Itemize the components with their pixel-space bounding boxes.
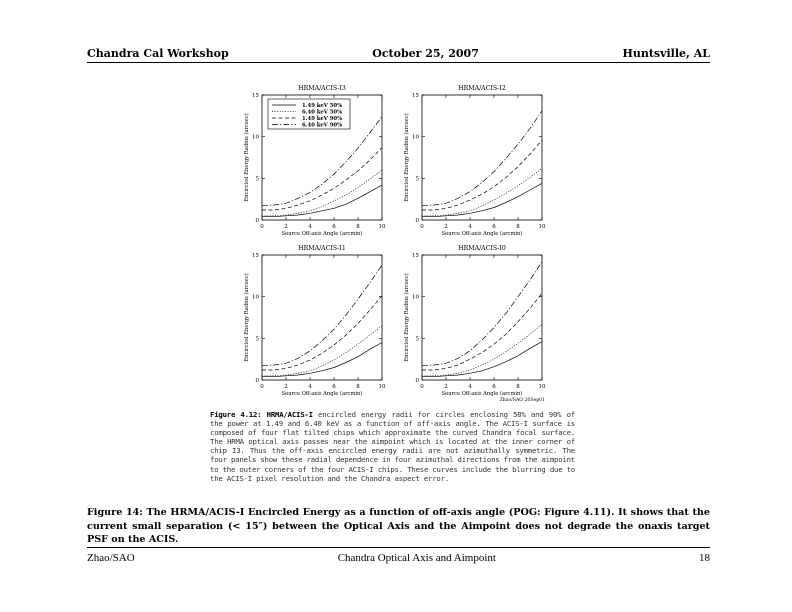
page-header <box>87 47 710 60</box>
series-line-dashdot <box>422 262 542 366</box>
x-tick-label: 10 <box>538 384 546 390</box>
y-axis-label: Encircled Energy Radius (arcsec) <box>404 273 410 362</box>
chart-annotation: Zhao/SAO 26Sep01 <box>499 398 545 403</box>
chart-title: HRMA/ACIS-I1 <box>298 245 346 252</box>
x-tick-label: 6 <box>332 384 336 390</box>
footer-rule <box>87 547 710 548</box>
x-tick-label: 2 <box>284 384 288 390</box>
series-line-dashed <box>422 140 542 210</box>
x-tick-label: 0 <box>260 224 264 230</box>
legend-entry: 1.49 keV 90% <box>302 116 343 122</box>
y-tick-label: 10 <box>252 134 259 141</box>
chart-title: HRMA/ACIS-I2 <box>458 85 506 92</box>
x-axis-label: Source Off-axis Angle (arcmin) <box>281 391 363 397</box>
series-line-solid <box>422 183 542 216</box>
header-rule <box>87 62 710 63</box>
y-axis-label: Encircled Energy Radius (arcsec) <box>244 273 250 362</box>
x-tick-label: 4 <box>308 384 312 390</box>
x-tick-label: 0 <box>260 384 264 390</box>
legend-entry: 6.40 keV 50% <box>302 109 343 116</box>
x-tick-label: 6 <box>492 224 496 230</box>
legend-entry: 6.40 keV 90% <box>302 122 343 129</box>
x-tick-label: 10 <box>378 224 386 230</box>
page-number: 18 <box>699 552 710 564</box>
header-left: Chandra Cal Workshop <box>87 47 229 60</box>
x-tick-label: 2 <box>284 224 288 230</box>
figure-caption: Figure 14: The HRMA/ACIS-I Encircled Energy as a function of off-axis angle (POG: Figure 4.11). It shows that the current small separation (< 15″) between the Optical Axis and the Aimpoint does not degrade the onaxis target PSF on the ACIS. <box>87 507 710 545</box>
x-axis-label: Source Off-axis Angle (arcmin) <box>441 391 523 397</box>
y-tick-label: 0 <box>415 218 419 224</box>
y-tick-label: 10 <box>412 294 419 301</box>
series-line-dashdot <box>262 265 382 366</box>
chart-panel-0 <box>243 85 386 237</box>
x-tick-label: 0 <box>420 224 424 230</box>
y-tick-label: 0 <box>415 378 419 384</box>
x-tick-label: 4 <box>468 224 472 230</box>
plot-frame <box>262 255 382 380</box>
series-line-dashed <box>262 148 382 211</box>
x-tick-label: 2 <box>444 224 448 230</box>
chart-panel-1 <box>403 85 546 237</box>
x-tick-label: 6 <box>492 384 496 390</box>
x-tick-label: 8 <box>356 384 360 390</box>
x-tick-label: 4 <box>468 384 472 390</box>
x-axis-label: Source Off-axis Angle (arcmin) <box>441 231 523 237</box>
chart-panel-2 <box>243 245 386 397</box>
inner-caption-label-bold: HRMA/ACIS-I <box>266 410 313 419</box>
x-axis-label: Source Off-axis Angle (arcmin) <box>281 231 363 237</box>
y-tick-label: 5 <box>415 336 419 343</box>
page-footer <box>87 552 710 564</box>
y-tick-label: 5 <box>255 176 259 183</box>
header-location: Huntsville, AL <box>622 47 710 60</box>
chart-title: HRMA/ACIS-I3 <box>298 85 346 92</box>
series-line-dashdot <box>262 117 382 206</box>
x-tick-label: 2 <box>444 384 448 390</box>
series-line-dotted <box>422 168 542 216</box>
y-tick-label: 15 <box>252 93 259 99</box>
y-tick-label: 10 <box>252 294 259 301</box>
figure-inner-caption <box>210 410 575 483</box>
x-tick-label: 10 <box>538 224 546 230</box>
header-date: October 25, 2007 <box>372 47 479 60</box>
series-line-dotted <box>262 326 382 376</box>
series-line-solid <box>422 342 542 377</box>
x-tick-label: 8 <box>516 384 520 390</box>
footer-title: Chandra Optical Axis and Aimpoint <box>337 552 496 564</box>
series-line-dashdot <box>422 111 542 206</box>
series-line-solid <box>262 343 382 377</box>
y-tick-label: 15 <box>412 253 419 259</box>
legend-entry: 1.49 keV 50% <box>302 103 343 109</box>
inner-caption-text: encircled energy radii for circles enclosing 50% and 90% of the power at 1.49 and 6.40 keV as a function of off-axis angle. The ACIS-I surface is composed of four flat tilted chips which approximate the curved Chandra focal surface. The HRMA optical axis passes near the aimpoint which is located at the inner corner of chip I3. Thus the off-axis encircled energy radii are not azimuthally symmetric. The four panels show these radial dependence in four azimuthal directions from the aimpoint to the outer corners of the four ACIS-I chips. These curves include the blurring due to the ACIS-I pixel resolution and the Chandra aspect error. <box>210 410 575 483</box>
y-tick-label: 10 <box>412 134 419 141</box>
y-tick-label: 15 <box>412 93 419 99</box>
y-tick-label: 0 <box>255 378 259 384</box>
y-axis-label: Encircled Energy Radius (arcsec) <box>244 113 250 202</box>
x-tick-label: 4 <box>308 224 312 230</box>
series-line-dashed <box>262 296 382 370</box>
x-tick-label: 0 <box>420 384 424 390</box>
series-line-dotted <box>262 170 382 216</box>
series-line-dashed <box>422 293 542 370</box>
chart-panel-3 <box>403 245 546 403</box>
y-tick-label: 0 <box>255 218 259 224</box>
chart-title: HRMA/ACIS-I0 <box>458 245 506 252</box>
y-tick-label: 5 <box>255 336 259 343</box>
series-line-dotted <box>422 324 542 376</box>
x-tick-label: 10 <box>378 384 386 390</box>
footer-author: Zhao/SAO <box>87 552 135 564</box>
y-tick-label: 15 <box>252 253 259 259</box>
x-tick-label: 8 <box>356 224 360 230</box>
y-tick-label: 5 <box>415 176 419 183</box>
series-line-solid <box>262 185 382 217</box>
y-axis-label: Encircled Energy Radius (arcsec) <box>404 113 410 202</box>
x-tick-label: 6 <box>332 224 336 230</box>
plot-frame <box>422 95 542 220</box>
chart-grid <box>236 75 576 405</box>
inner-caption-label: Figure 4.12: <box>210 410 262 419</box>
plot-frame <box>422 255 542 380</box>
x-tick-label: 8 <box>516 224 520 230</box>
